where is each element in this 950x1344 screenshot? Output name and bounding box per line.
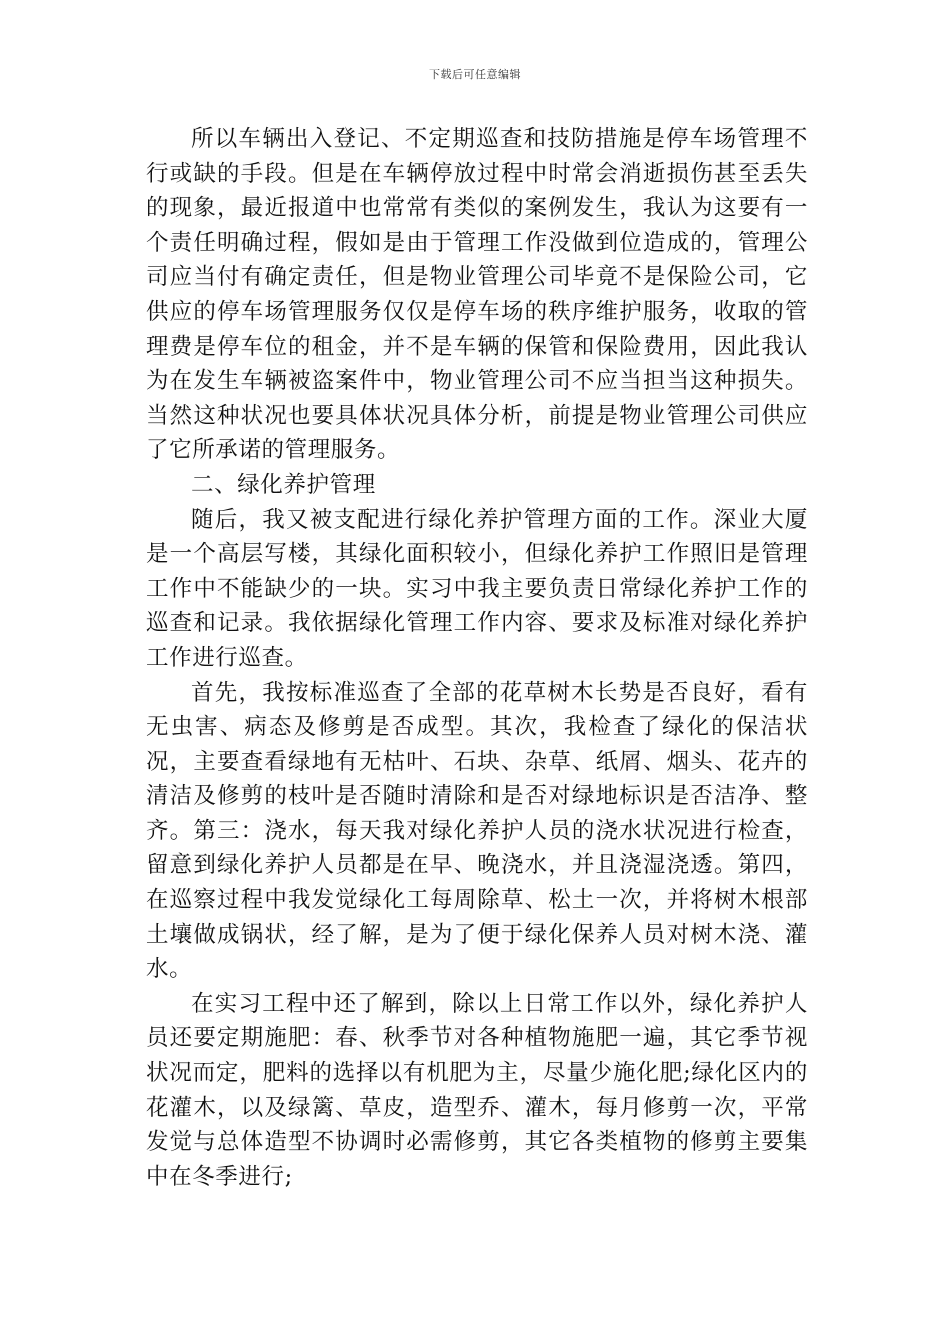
paragraph-greening-inspection: 首先，我按标准巡查了全部的花草树木长势是否良好，看有无虫害、病态及修剪是否成型。其次，我检查了绿化的保洁状况，主要查看绿地有无枯叶、石块、杂草、纸屑、烟头、花卉的清洁及修剪的枝叶是否随时清除和是否对绿地标识是否洁净、整齐。第三：浇水，每天我对绿化养护人员的浇水状况进行检查，留意到绿化养护人员都是在早、晚浇水，并且浇湿浇透。第四，在巡察过程中我发觉绿化工每周除草、松土一次，并将树木根部土壤做成锅状，经了解，是为了便于绿化保养人员对树木浇、灌水。 [146, 679, 808, 983]
page-header: 下载后可任意编辑 [429, 68, 521, 81]
paragraph-parking-responsibility: 所以车辆出入登记、不定期巡查和技防措施是停车场管理不行或缺的手段。但是在车辆停放过程中时常会消逝损伤甚至丢失的现象，最近报道中也常常有类似的案例发生，我认为这要有一个责任明确过程，假如是由于管理工作没做到位造成的，管理公司应当付有确定责任，但是物业管理公司毕竟不是保险公司，它供应的停车场管理服务仅仅是停车场的秩序维护服务，收取的管理费是停车位的租金，并不是车辆的保管和保险费用，因此我认为在发生车辆被盗案件中，物业管理公司不应当担当这种损失。当然这种状况也要具体状况具体分析，前提是物业管理公司供应了它所承诺的管理服务。 [146, 126, 808, 464]
document-body [146, 122, 808, 1194]
section-heading-greening: 二、绿化养护管理 [191, 471, 376, 498]
paragraph-greening-intro: 随后，我又被支配进行绿化养护管理方面的工作。深业大厦是一个高层写楼，其绿化面积较小，但绿化养护工作照旧是管理工作中不能缺少的一块。实习中我主要负责日常绿化养护工作的巡查和记录。我依据绿化管理工作内容、要求及标准对绿化养护工作进行巡查。 [146, 506, 808, 671]
paragraph-greening-maintenance: 在实习工程中还了解到，除以上日常工作以外，绿化养护人员还要定期施肥：春、秋季节对各种植物施肥一遍，其它季节视状况而定，肥料的选择以有机肥为主，尽量少施化肥;绿化区内的花灌木，以及绿篱、草皮，造型乔、灌木，每月修剪一次，平常发觉与总体造型不协调时必需修剪，其它各类植物的修剪主要集中在冬季进行; [146, 990, 808, 1190]
